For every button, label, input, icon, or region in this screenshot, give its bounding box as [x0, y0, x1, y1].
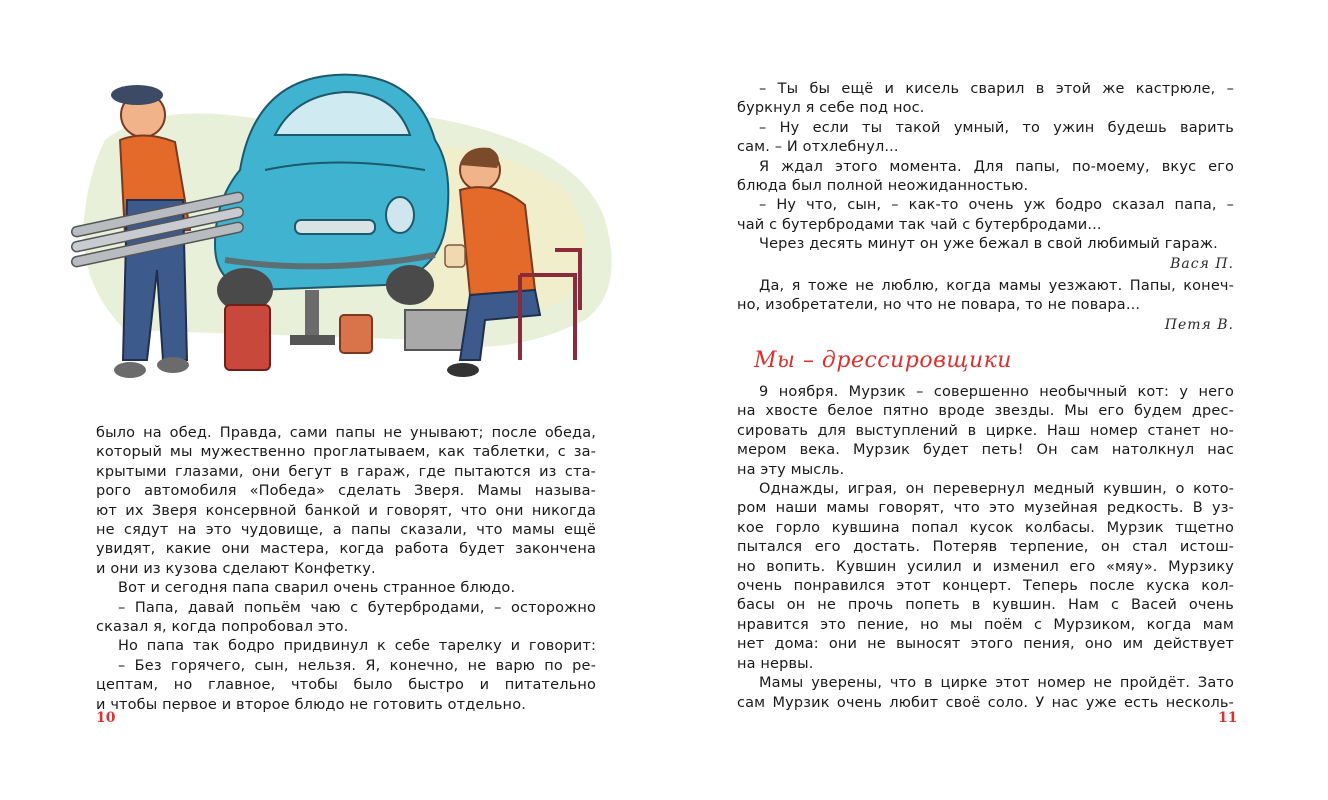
man-right-shoe	[447, 363, 479, 377]
left-line-13: – Без горячего, сын, нельзя. Я, конечно, не варю по ре-	[118, 657, 596, 674]
left-line-1: было на обед. Правда, сами папы не унывают; после обеда,	[96, 425, 596, 441]
left-line-9: Вот и сегодня папа сварил очень странное блюдо.	[118, 580, 516, 597]
right-bottom-line-1: 9 ноября. Мурзик – совершенно необычный кот: у него	[759, 384, 1234, 400]
right-bottom-line-14: нет дома: они не выносят этого пения, оно им действует	[737, 636, 1234, 653]
left-line-6: не сядут на это чудовище, а папы сказали, что мамы ещё	[96, 522, 596, 539]
right-mid-line-1: Да, я тоже не люблю, когда мамы уезжают. Папы, конеч-	[759, 278, 1234, 294]
left-line-8: и они из кузова сделают Конфетку.	[96, 560, 376, 577]
right-page-bottom-text	[737, 383, 1234, 713]
right-bottom-line-17: сам Мурзик очень любит своё соло. У нас уже есть несколь-	[737, 694, 1234, 711]
left-line-3: крытыми глазами, они бегут в гараж, где пытаются из ста-	[96, 463, 596, 480]
man-left-cap	[111, 85, 163, 105]
left-line-12: Но папа так бодро придвинул к себе тарелку и говорит:	[118, 638, 596, 655]
page-number-left: 10	[96, 710, 116, 726]
man-left-shoe	[114, 362, 146, 378]
right-mid-line-2: но, изобретатели, но что не повара, то не повара...	[737, 297, 1141, 314]
right-bottom-line-16: Мамы уверены, что в цирке этот номер не пройдёт. Зато	[759, 675, 1234, 692]
right-bottom-line-6: Однажды, играя, он перевернул медный кувшин, о кото-	[759, 481, 1234, 498]
left-page-text	[96, 424, 596, 715]
right-bottom-line-9: пытался его достать. Потеряв терпение, он стал истош-	[737, 539, 1234, 556]
right-top-line-1: – Ты бы ещё и кисель сварил в этой же кастрюле, –	[759, 81, 1234, 97]
right-top-line-5: Я ждал этого момента. Для папы, по-моему, вкус его	[759, 158, 1234, 175]
jack-base	[290, 335, 335, 345]
left-line-5: ют их Зверя консервной банкой и говорят, что они никогда	[96, 502, 596, 519]
right-bottom-line-2: на хвосте белое пятно вроде звезды. Мы его будем дрес-	[737, 403, 1234, 420]
section-heading: Мы – дрессировщики	[754, 348, 1012, 373]
right-top-line-2: буркнул я себе под нос.	[737, 100, 925, 117]
left-line-14: цептам, но главное, чтобы было быстро и питательно	[96, 677, 596, 694]
right-bottom-line-11: очень понравился этот концерт. Теперь после куска кол-	[737, 578, 1234, 595]
left-line-15: и чтобы первое и второе блюдо не готовить отдельно.	[96, 696, 526, 713]
left-line-11: сказал я, когда попробовал это.	[96, 619, 349, 636]
right-bottom-line-10: но вопить. Кувшин усилил и изменил его «мяу». Мурзику	[737, 558, 1234, 575]
right-page-middle-text	[737, 277, 1234, 335]
right-top-line-8: чай с бутербродами так чай с бутербродами...	[737, 216, 1102, 233]
fuel-canister	[225, 305, 270, 370]
right-top-line-3: – Ну если ты такой умный, то ужин будешь варить	[759, 119, 1234, 136]
right-top-line-4: сам. – И отхлебнул...	[737, 139, 899, 156]
right-bottom-line-5: на эту мысль.	[737, 461, 845, 478]
right-bottom-line-12: басы он не прочь попеть в кувшин. Нам с Васей очень	[737, 597, 1234, 614]
right-bottom-line-7: ром наши мамы говорят, что это музейная редкость. В уз-	[737, 500, 1234, 517]
right-bottom-line-4: мером века. Мурзик будет петь! Он сам натолкнул нас	[737, 442, 1234, 459]
right-top-line-6: блюда был полной неожиданностью.	[737, 178, 1029, 195]
right-bottom-line-15: на нервы.	[737, 655, 814, 672]
signature-petya: Петя В.	[1164, 316, 1234, 333]
car-jack	[305, 290, 319, 340]
right-bottom-line-3: сировать для выступлений в цирке. Наш номер станет но-	[737, 422, 1234, 439]
right-top-line-9: Через десять минут он уже бежал в свой любимый гараж.	[759, 236, 1218, 253]
page-number-right: 11	[1218, 710, 1238, 726]
tea-cup	[445, 245, 465, 267]
man-right-shirt	[460, 187, 535, 295]
left-line-7: увидят, какие они мастера, когда работа будет закончена	[96, 541, 596, 558]
right-bottom-line-8: кое горло кувшина попал кусок колбасы. Мурзик тщетно	[737, 519, 1234, 536]
left-line-2: который мы мужественно проглатываем, как таблетки, с за-	[96, 444, 596, 461]
paint-can	[340, 315, 372, 353]
garage-illustration	[65, 60, 625, 400]
car-headlight	[386, 197, 414, 233]
car-grille	[295, 220, 375, 234]
left-line-4: рого автомобиля «Победа» сделать Зверя. Мамы называ-	[96, 483, 596, 500]
signature-vasya: Вася П.	[1170, 255, 1234, 272]
right-bottom-line-13: нравится это пение, но мы поём с Мурзиком, когда мам	[737, 616, 1234, 633]
right-page-top-text	[737, 80, 1234, 274]
car-wheel-right	[386, 265, 434, 305]
car	[215, 75, 448, 312]
right-top-line-7: – Ну что, сын, – как-то очень уж бодро сказал папа, –	[759, 197, 1234, 214]
man-left-shoe-2	[157, 357, 189, 373]
left-line-10: – Папа, давай попьём чаю с бутербродами, – осторожно	[118, 599, 596, 616]
